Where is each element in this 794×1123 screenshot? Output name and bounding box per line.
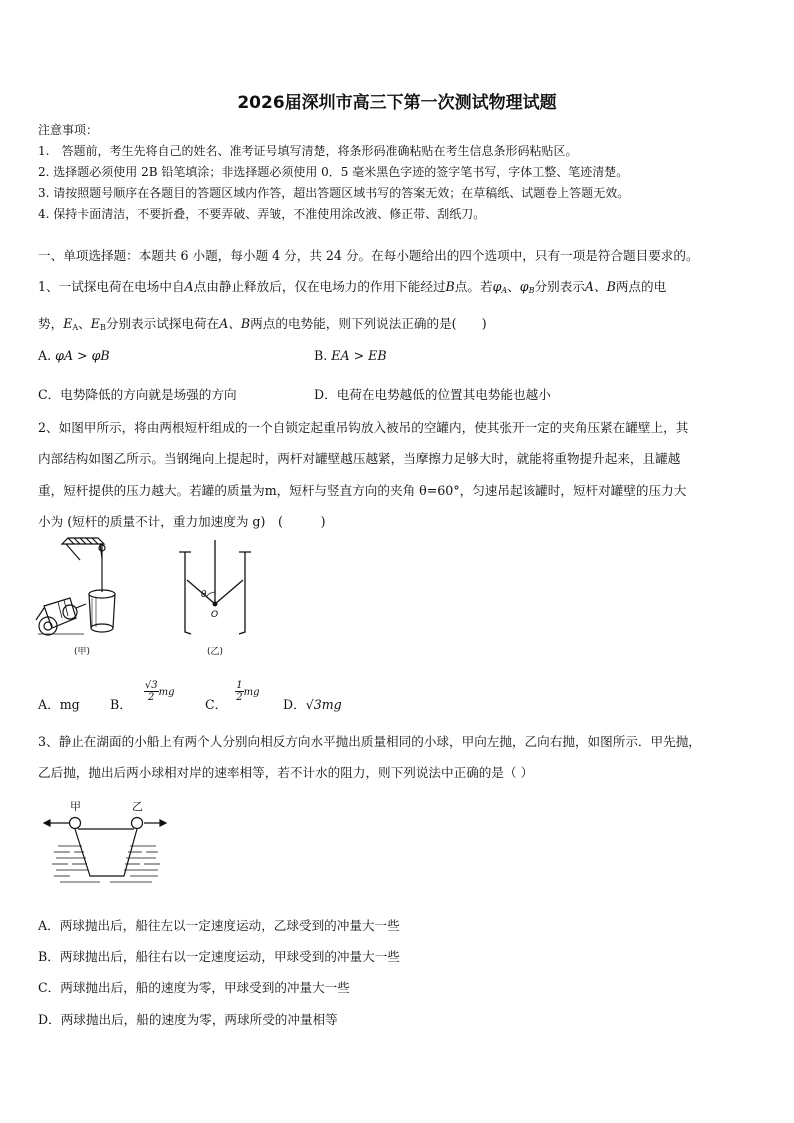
- q1-text: 两点的电: [615, 279, 667, 294]
- page-title: 2026届深圳市高三下第一次测试物理试题: [237, 93, 557, 113]
- fraction-denominator: 2: [148, 692, 155, 703]
- figure-o-label: O: [211, 610, 219, 620]
- notice-item-4: 4. 保持卡面清洁，不要折叠，不要弄破、弄皱，不准使用涂改液、修正带、刮纸刀。: [38, 207, 486, 221]
- q1-text: 1、一试探电荷在电场中自: [38, 279, 185, 294]
- figure-hook-structure: [175, 540, 255, 660]
- option-formula: EA > EB: [331, 348, 387, 363]
- q1-point-a: A: [184, 279, 194, 294]
- section-heading: 一、单项选择题：本题共 6 小题，每小题 4 分，共 24 分。在每小题给出的四个选项中，只有一项是符合题目要求的。: [38, 248, 699, 263]
- option-label: C．: [205, 697, 228, 712]
- q1-eb: E: [90, 316, 100, 331]
- q1-phi-a: φ: [492, 279, 502, 294]
- q3-stem-line2: 乙后抛，抛出后两小球相对岸的速率相等，若不计水的阻力，则下列说法中正确的是（ ）: [38, 765, 534, 780]
- option-unit: mg: [243, 687, 260, 698]
- q2-stem-line4: 小为 (短杆的质量不计，重力加速度为 g) ( ): [38, 514, 326, 529]
- q2-option-a[interactable]: A．mg: [38, 697, 80, 712]
- option-fraction: [144, 680, 159, 703]
- q1-points: A、B: [219, 316, 251, 331]
- option-label: B.: [314, 348, 328, 363]
- option-formula: √3mg: [305, 697, 342, 712]
- q1-text: 点由静止释放后，仅在电场力的作用下能经过: [193, 279, 446, 294]
- q3-option-a[interactable]: A．两球抛出后，船往左以一定速度运动，乙球受到的冲量大一些: [38, 918, 400, 933]
- fraction-numerator: 1: [236, 680, 243, 691]
- option-label: B．: [110, 697, 132, 712]
- q1-sep: 、: [507, 279, 520, 294]
- q3-option-d[interactable]: D．两球抛出后，船的速度为零，两球所受的冲量相等: [38, 1012, 338, 1027]
- q1-text: 两点的电势能，则下列说法正确的是( ): [250, 316, 487, 331]
- option-label: D．: [283, 697, 306, 712]
- q1-phi-a-sub: A: [501, 286, 508, 295]
- notice-item-2: 2. 选择题必须使用 2B 铅笔填涂；非选择题必须使用 0．5 毫米黑色字迹的签字笔书写，字体工整、笔迹清楚。: [38, 165, 629, 179]
- q1-point-b: B: [445, 279, 455, 294]
- option-label: A.: [38, 348, 52, 363]
- q1-text: 分别表示: [534, 279, 585, 294]
- option-formula: φA > φB: [55, 348, 110, 363]
- q1-points: A、B: [584, 279, 616, 294]
- q2-stem-line3: 重，短杆提供的压力越大。若罐的质量为m，短杆与竖直方向的夹角 θ=60°，匀速吊起该罐时，短杆对罐壁的压力大: [38, 483, 687, 498]
- figure-label-yi: 乙: [132, 800, 143, 813]
- figure-crane-illustration: [30, 530, 140, 660]
- q1-option-d[interactable]: D．电荷在电势越低的位置其电势能也越小: [314, 387, 551, 402]
- notice-item-3: 3. 请按照题号顺序在各题目的答题区域内作答，超出答题区域书写的答案无效；在草稿纸、试题卷上答题无效。: [38, 186, 630, 200]
- option-fraction: [235, 680, 243, 703]
- q1-stem-line1: [38, 276, 666, 295]
- q2-option-c[interactable]: [205, 680, 260, 713]
- figure-boat: [40, 796, 170, 886]
- q1-phi-b-sub: B: [528, 286, 535, 295]
- fraction-numerator: √3: [144, 680, 158, 691]
- figure-label-jia: (甲): [74, 647, 91, 657]
- notice-heading: 注意事项：: [38, 123, 99, 137]
- q1-ea-sub: A: [72, 323, 79, 332]
- q3-option-c[interactable]: C．两球抛出后，船的速度为零，甲球受到的冲量大一些: [38, 980, 350, 995]
- notice-item-1: 1. 答题前，考生先将自己的姓名、准考证号填写清楚，将条形码准确粘贴在考生信息条形码粘贴区。: [38, 144, 578, 158]
- q2-stem-line2: 内部结构如图乙所示。当钢绳向上提起时，两杆对罐壁越压越紧，当摩擦力足够大时，就能将重物提升起来，且罐越: [38, 451, 681, 466]
- q1-eb-sub: B: [99, 323, 106, 332]
- q1-stem-line2: [38, 313, 487, 332]
- q2-option-d[interactable]: [283, 694, 342, 713]
- figure-theta-label: θ: [201, 590, 207, 600]
- q1-option-a[interactable]: [38, 348, 110, 363]
- fraction-denominator: 2: [236, 692, 243, 703]
- option-unit: mg: [158, 687, 175, 698]
- q1-option-c[interactable]: C．电势降低的方向就是场强的方向: [38, 387, 237, 402]
- q1-text: 点。若: [454, 279, 493, 294]
- q1-text: 势，: [38, 316, 64, 331]
- q1-sep: 、: [78, 316, 91, 331]
- q1-option-b[interactable]: [314, 348, 387, 363]
- q3-option-b[interactable]: B．两球抛出后，船往右以一定速度运动，甲球受到的冲量大一些: [38, 949, 400, 964]
- q2-option-b[interactable]: [110, 680, 175, 713]
- q1-ea: E: [63, 316, 73, 331]
- q2-stem-line1: 2、如图甲所示，将由两根短杆组成的一个自锁定起重吊钩放入被吊的空罐内，使其张开一定的夹角压紧在罐壁上，其: [38, 420, 689, 435]
- q1-phi-b: φ: [519, 279, 529, 294]
- figure-label-jia: 甲: [70, 800, 81, 813]
- q1-text: 分别表示试探电荷在: [105, 316, 220, 331]
- figure-label-yi: (乙): [207, 647, 224, 657]
- q3-stem-line1: 3、静止在湖面的小船上有两个人分别向相反方向水平抛出质量相同的小球，甲向左抛，乙向右抛，如图所示．甲先抛，: [38, 734, 701, 749]
